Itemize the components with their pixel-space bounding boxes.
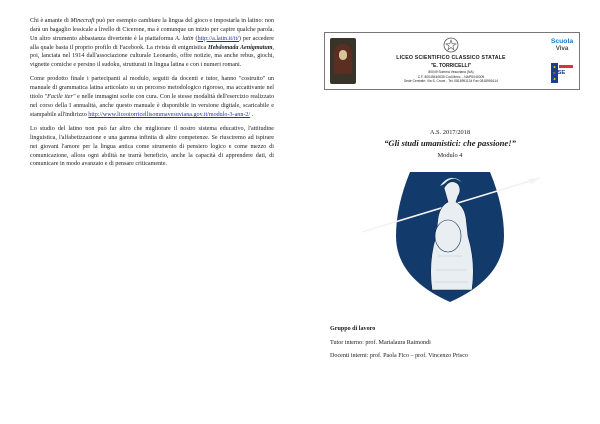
fse-label: FSE [554,70,566,76]
paragraph-product [30,75,274,119]
right-page [300,0,600,424]
school-logo-icon [330,38,356,84]
school-address: 80049 Somma Vesuviana (NA) [428,70,474,74]
text-run: . [250,111,254,118]
text-run: ) per accedere alla quale basta il proprio profilo di Facebook. La rivista di enigmistica [30,35,274,51]
text-run: Come prodotto finale i partecipanti al modulo, seguiti da docenti e tutor, hanno "costruito" un manuale di grammatica latina articolato su un percorso metodologico rigoroso, ma accattivante nel titolo [30,76,274,101]
minecraft-title: Minecraft [70,18,95,24]
text-run: Chi è amante di [30,18,71,24]
alatin-name: A. latin [175,35,194,42]
athena-shield-icon [358,166,542,306]
text-run: e nelle immagini scelte con cura. Con le stesse modalità dell'esercizio realizzato nel corso della I annualità, anche questo manuale è disponibile in versione digitale, scaricabile e stampabile all'indirizzo [30,94,274,118]
brochure-slogan: “Gli studi umanistici: che passione!” [384,138,516,148]
school-name: LICEO SCIENTIFICO CLASSICO STATALE [396,55,506,61]
school-header [324,32,580,90]
italian-emblem-icon [443,37,459,53]
paragraph-conclusion: Lo studio del latino non può far altro che migliorare il nostro sistema educativo, l'attitudine linguistica, l'alfabetizzazione e una gamma infinita di altre competenze. Se riusciremo ad ispirare nei giovani l'amore per la lingua antica come strumento di pensiero logico e come mezzo di comunicazione, allora ogni abilità ne trarrà beneficio, anche la capacità di apprendere dati, di comunicare in modo avanzato e di pensare criticamente. [30,126,274,168]
scuola-viva-logo [547,38,577,56]
school-subtitle: "E. TORRICELLI" [430,63,472,69]
workgroup-tutor: Tutor interno: prof. Marialaura Raimondi [330,340,431,346]
text-run: può per esempio cambiare la lingua del gioco e impostarla in latino: non darà un bagaglio lessicale a livello di Cicerone, ma è comunque un inizio per capire qualche parola. Un altro strumento abbastanza divertente è la piattaforma [30,18,274,42]
text-run: , poi, lanciata nel 1914 dall'associazione culturale Leonardo, offre notizie, ma anche rebus, giochi, vignette comiche e persino il sudoku, strutturati in lingua latina e con i numeri romani. [30,44,274,69]
school-year: A.S. 2017/2018 [429,129,471,136]
paragraph-games [30,17,274,70]
text-run: ( [193,35,198,42]
school-contacts: Sede Centrale: Via S. Croce - Tel. 0818991134 Fax 0818991614 [403,79,499,83]
manual-link[interactable]: http://www.liceotorricellisommavesuviana.gov.it/modulo-3-ann-2/ [88,111,251,118]
fse-logo [551,63,575,83]
workgroup-teachers: Docenti interni: prof. Paola Fico – prof. Vincenzo Prisco [330,353,468,359]
magazine-title: Hebdomada Aenigmatum [207,44,273,51]
scuola-viva-line1: Scuola [550,38,574,45]
scuola-viva-line2: Viva [555,45,569,53]
manual-title: "Facile iter" [44,94,76,101]
module-number: Modulo 4 [437,152,463,159]
school-codes: C.F. 80045440635 Cod.Mecc. - NAPS040009 [417,74,485,79]
workgroup-title: Gruppo di lavoro [330,326,376,332]
alatin-link[interactable]: http://a.latin.it/it/ [197,35,239,42]
